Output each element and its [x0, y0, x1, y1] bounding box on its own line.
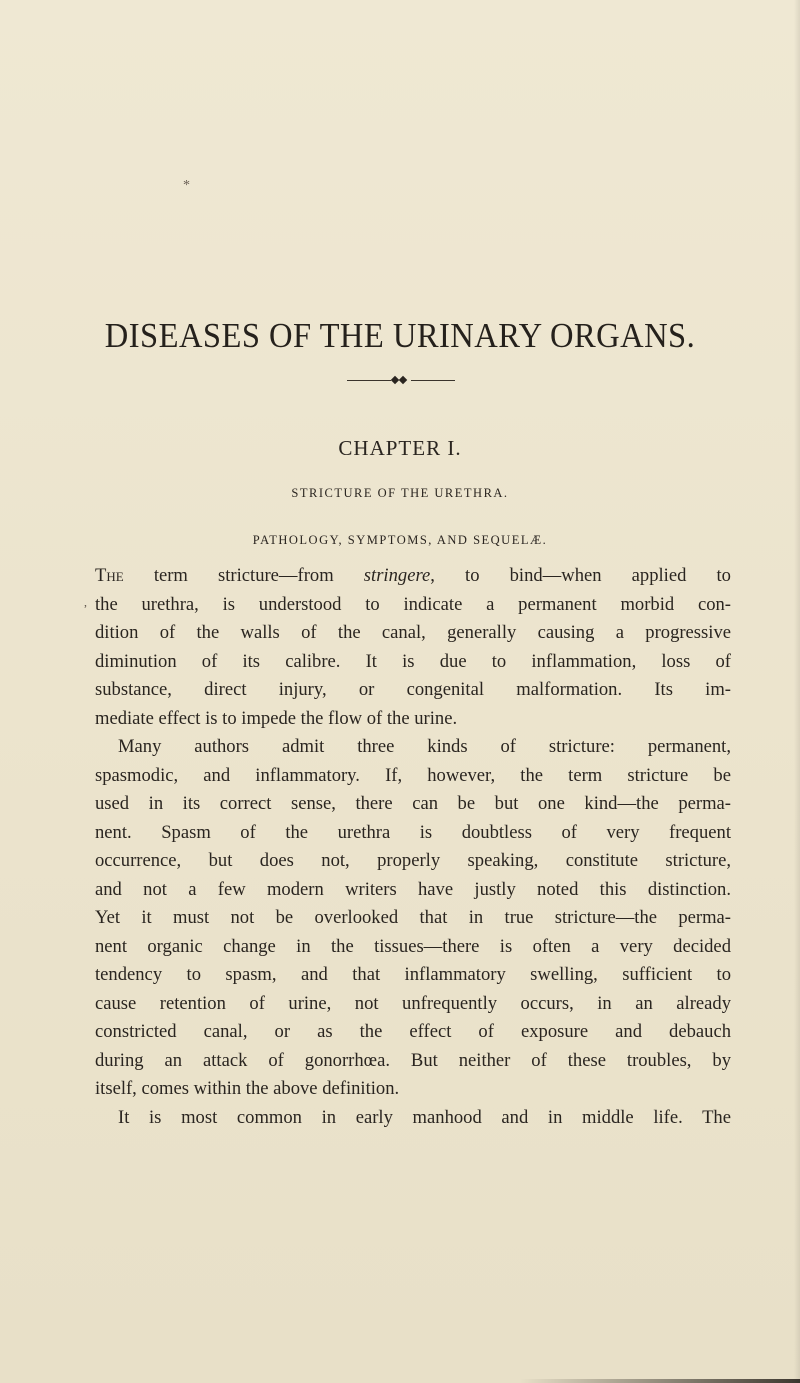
page-title: DISEASES OF THE URINARY ORGANS. — [104, 316, 696, 355]
chapter-subsubtitle: PATHOLOGY, SYMPTOMS, AND SEQUELÆ. — [252, 533, 548, 547]
text-line — [95, 961, 731, 990]
text-line — [95, 819, 731, 848]
text-line — [95, 790, 731, 819]
margin-mark: , — [84, 595, 87, 609]
page-bottom-edge — [520, 1379, 800, 1383]
line-text: substance, direct injury, or congenital malformation. Its im- — [95, 679, 731, 700]
text-line — [95, 762, 731, 791]
text-line — [95, 990, 731, 1019]
text-line — [95, 562, 731, 591]
line-text: during an attack of gonorrhœa. But neither of these troubles, by — [95, 1049, 731, 1071]
line-text: occurrence, but does not, properly speaking, constitute stricture, — [95, 850, 731, 871]
text-line — [95, 1018, 731, 1047]
ornament-line-left — [347, 380, 391, 381]
line-text: constricted canal, or as the effect of exposure and debauch — [95, 1021, 731, 1042]
line-text: nent organic change in the tissues—there is often a very decided — [95, 935, 731, 957]
text-line — [95, 733, 731, 762]
text-line — [95, 847, 731, 876]
line-text: and not a few modern writers have justly noted this distinction. — [95, 878, 731, 900]
body-text — [95, 562, 731, 1132]
italic-term: stringere — [363, 565, 431, 586]
ornament-diamond — [399, 376, 407, 384]
line-text-continued: , to bind—when applied to — [430, 565, 731, 586]
line-text: It is most common in early manhood and in middle life. The — [118, 1106, 731, 1128]
chapter-subtitle: STRICTURE OF THE URETHRA. — [291, 486, 509, 500]
text-line — [95, 676, 731, 705]
text-line — [95, 619, 731, 648]
line-text: itself, comes within the above definition. — [95, 1078, 400, 1099]
text-line — [95, 648, 731, 677]
drop-word: The — [95, 565, 124, 586]
text-line — [95, 705, 731, 734]
line-text: mediate effect is to impede the flow of the urine. — [95, 707, 458, 729]
ornament-divider — [347, 376, 455, 386]
text-line — [95, 1104, 731, 1133]
chapter-heading: CHAPTER I. — [338, 436, 462, 460]
text-line — [95, 933, 731, 962]
line-text: Many authors admit three kinds of stricture: permanent, — [118, 736, 731, 757]
text-line — [95, 591, 731, 620]
line-text: Yet it must not be overlooked that in true stricture—the perma- — [95, 907, 731, 928]
line-text: cause retention of urine, not unfrequently occurs, in an already — [95, 992, 731, 1014]
line-text: dition of the walls of the canal, generally causing a progressive — [95, 622, 731, 643]
line-text: nent. Spasm of the urethra is doubtless of very frequent — [95, 821, 731, 843]
page-edge-shadow — [794, 0, 800, 1383]
line-text: term stricture—from — [123, 565, 364, 586]
page-speck: * — [183, 178, 190, 193]
line-text: diminution of its calibre. It is due to inflammation, loss of — [95, 650, 731, 672]
line-text: spasmodic, and inflammatory. If, however, the term stricture be — [95, 764, 731, 786]
text-line — [95, 876, 731, 905]
ornament-line-right — [411, 380, 455, 381]
text-line — [95, 904, 731, 933]
line-text: used in its correct sense, there can be but one kind—the perma- — [95, 793, 731, 814]
text-line — [95, 1047, 731, 1076]
text-line — [95, 1075, 731, 1104]
line-text: tendency to spasm, and that inflammatory swelling, sufficient to — [95, 964, 731, 985]
line-text: the urethra, is understood to indicate a permanent morbid con- — [95, 593, 731, 615]
